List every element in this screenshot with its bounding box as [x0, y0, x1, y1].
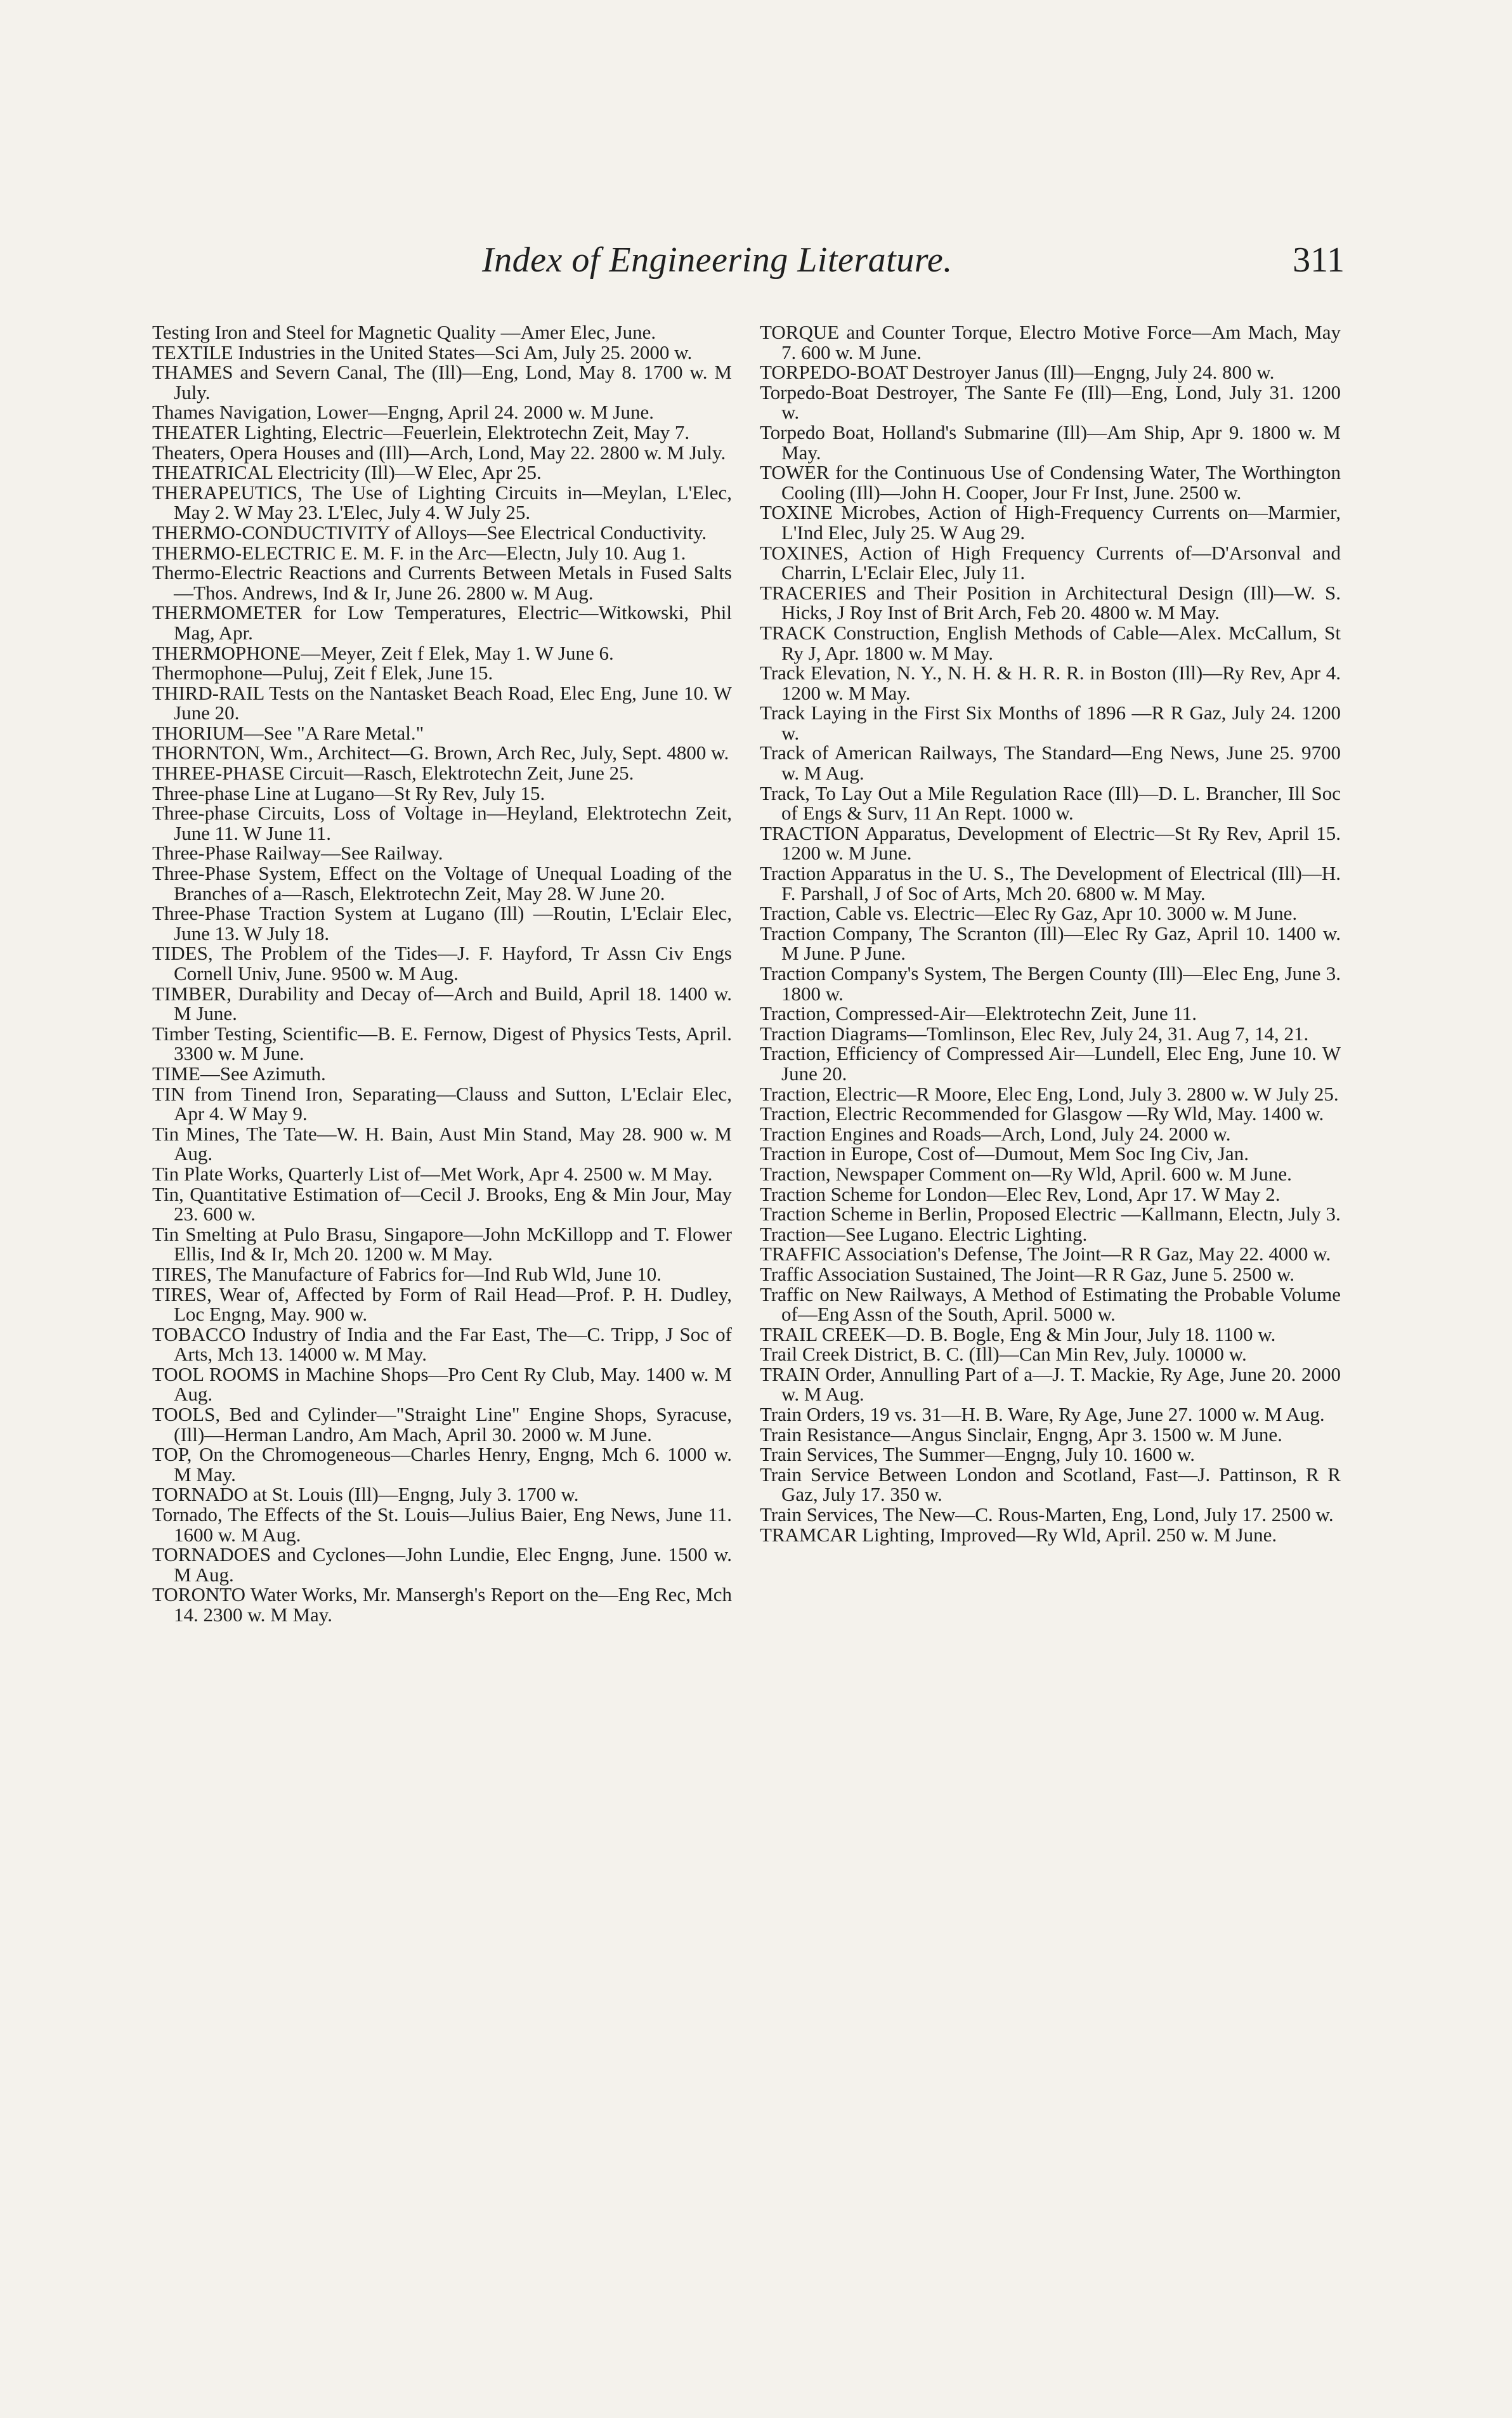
index-entry: THORIUM—See "A Rare Metal."	[152, 721, 424, 744]
index-entry: Traction, Cable vs. Electric—Elec Ry Gaz, Apr 10. 3000 w. M June.	[760, 902, 1298, 925]
index-entry: THERMOPHONE—Meyer, Zeit f Elek, May 1. W June 6.	[152, 641, 614, 664]
index-entry: Traction Engines and Roads—Arch, Lond, July 24. 2000 w.	[760, 1122, 1231, 1145]
index-entry: Traction, Electric—R Moore, Elec Eng, Lond, July 3. 2800 w. W July 25.	[760, 1082, 1339, 1105]
index-entry: THERMO-ELECTRIC E. M. F. in the Arc—Electn, July 10. Aug 1.	[152, 541, 686, 564]
index-entry: Traction Apparatus in the U. S., The Development of Electrical (Ill)—H. F. Parshall, J of Soc of Arts, Mch 20. 6800 w. M May.	[760, 862, 1341, 905]
index-entry: TRACERIES and Their Position in Architectural Design (Ill)—W. S. Hicks, J Roy Inst of Brit Arch, Feb 20. 4800 w. M May.	[760, 581, 1341, 624]
index-entry: Three-Phase System, Effect on the Voltage of Unequal Loading of the Branches of a—Rasch, Elektrotechn Zeit, May 28. W June 20.	[152, 862, 732, 905]
index-entry: TOXINES, Action of High Frequency Currents of—D'Arsonval and Charrin, L'Eclair Elec, July 11.	[760, 541, 1341, 584]
index-entry: TOOL ROOMS in Machine Shops—Pro Cent Ry Club, May. 1400 w. M Aug.	[152, 1363, 732, 1406]
page-number: 311	[1293, 240, 1345, 280]
index-entry: Traction in Europe, Cost of—Dumout, Mem Soc Ing Civ, Jan.	[760, 1142, 1249, 1165]
index-entry: Thermo-Electric Reactions and Currents Between Metals in Fused Salts—Thos. Andrews, Ind & Ir, June 26. 2800 w. M Aug.	[152, 561, 732, 604]
index-entry: Track of American Railways, The Standard—Eng News, June 25. 9700 w. M Aug.	[760, 742, 1341, 785]
index-entry: Three-Phase Traction System at Lugano (Ill) —Routin, L'Eclair Elec, June 13. W July 18.	[152, 902, 732, 944]
index-entry: TORPEDO-BOAT Destroyer Janus (Ill)—Engng, July 24. 800 w.	[760, 361, 1275, 384]
index-entry: Three-phase Line at Lugano—St Ry Rev, July 15.	[152, 781, 545, 804]
index-entry: TIME—See Azimuth.	[152, 1062, 326, 1085]
index-entry: Train Orders, 19 vs. 31—H. B. Ware, Ry Age, June 27. 1000 w. M Aug.	[760, 1403, 1325, 1426]
index-entry: TORNADOES and Cyclones—John Lundie, Elec Engng, June. 1500 w. M Aug.	[152, 1543, 732, 1586]
index-entry: Train Service Between London and Scotland, Fast—J. Pattinson, R R Gaz, July 17. 350 w.	[760, 1463, 1341, 1506]
index-entry: TRACTION Apparatus, Development of Electric—St Ry Rev, April 15. 1200 w. M June.	[760, 821, 1341, 865]
index-entry: TIN from Tinend Iron, Separating—Clauss and Sutton, L'Eclair Elec, Apr 4. W May 9.	[152, 1082, 732, 1125]
index-entry: Train Resistance—Angus Sinclair, Engng, Apr 3. 1500 w. M June.	[760, 1423, 1282, 1446]
index-entry: TORONTO Water Works, Mr. Mansergh's Report on the—Eng Rec, Mch 14. 2300 w. M May.	[152, 1583, 732, 1626]
index-entry: TEXTILE Industries in the United States—Sci Am, July 25. 2000 w.	[152, 341, 693, 363]
index-entry: THAMES and Severn Canal, The (Ill)—Eng, Lond, May 8. 1700 w. M July.	[152, 361, 732, 403]
index-entry: TRAMCAR Lighting, Improved—Ry Wld, April. 250 w. M June.	[760, 1523, 1277, 1546]
index-entry: TIRES, Wear of, Affected by Form of Rail Head—Prof. P. H. Dudley, Loc Engng, May. 900 w.	[152, 1283, 732, 1326]
index-entry: Traction Company, The Scranton (Ill)—Elec Ry Gaz, April 10. 1400 w. M June. P June.	[760, 922, 1341, 965]
index-entry: THERMOMETER for Low Temperatures, Electric—Witkowski, Phil Mag, Apr.	[152, 601, 732, 644]
index-entry: THEATRICAL Electricity (Ill)—W Elec, Apr 25.	[152, 461, 542, 484]
index-entry: Traction, Newspaper Comment on—Ry Wld, April. 600 w. M June.	[760, 1162, 1292, 1185]
index-entry: Traction—See Lugano. Electric Lighting.	[760, 1222, 1088, 1245]
index-entry: Track, To Lay Out a Mile Regulation Race (Ill)—D. L. Brancher, Ill Soc of Engs & Surv, 11 An Rept. 1000 w.	[760, 781, 1341, 825]
index-entry: TIDES, The Problem of the Tides—J. F. Hayford, Tr Assn Civ Engs Cornell Univ, June. 9500 w. M Aug.	[152, 942, 732, 984]
index-entry: Tin, Quantitative Estimation of—Cecil J. Brooks, Eng & Min Jour, May 23. 600 w.	[152, 1182, 732, 1225]
index-entry: TIRES, The Manufacture of Fabrics for—Ind Rub Wld, June 10.	[152, 1262, 662, 1285]
index-entry: THORNTON, Wm., Architect—G. Brown, Arch Rec, July, Sept. 4800 w.	[152, 742, 729, 764]
index-entry: THERMO-CONDUCTIVITY of Alloys—See Electrical Conductivity.	[152, 521, 707, 544]
index-entry: Traction Scheme for London—Elec Rev, Lond, Apr 17. W May 2.	[760, 1182, 1281, 1205]
index-column-left	[152, 322, 732, 1625]
index-entry: Three-Phase Railway—See Railway.	[152, 842, 443, 865]
index-entry: TIMBER, Durability and Decay of—Arch and Build, April 18. 1400 w. M June.	[152, 982, 732, 1025]
index-entry: Traction, Electric Recommended for Glasgow —Ry Wld, May. 1400 w.	[760, 1102, 1324, 1125]
index-entry: Tin Smelting at Pulo Brasu, Singapore—John McKillopp and T. Flower Ellis, Ind & Ir, Mch 20. 1200 w. M May.	[152, 1222, 732, 1265]
index-entry: TOWER for the Continuous Use of Condensing Water, The Worthington Cooling (Ill)—John H. Cooper, Jour Fr Inst, June. 2500 w.	[760, 461, 1341, 504]
index-entry: Train Services, The New—C. Rous-Marten, Eng, Lond, July 17. 2500 w.	[760, 1503, 1334, 1526]
index-entry: TRAIN Order, Annulling Part of a—J. T. Mackie, Ry Age, June 20. 2000 w. M Aug.	[760, 1363, 1341, 1406]
index-entry: Timber Testing, Scientific—B. E. Fernow, Digest of Physics Tests, April. 3300 w. M June.	[152, 1022, 732, 1065]
index-entry: Traffic on New Railways, A Method of Estimating the Probable Volume of—Eng Assn of the South, April. 5000 w.	[760, 1283, 1341, 1326]
page-header	[482, 240, 1345, 291]
index-entry: THREE-PHASE Circuit—Rasch, Elektrotechn Zeit, June 25.	[152, 762, 634, 785]
index-entry: Track Elevation, N. Y., N. H. & H. R. R. in Boston (Ill)—Ry Rev, Apr 4. 1200 w. M May.	[760, 662, 1341, 704]
index-entry: Theaters, Opera Houses and (Ill)—Arch, Lond, May 22. 2800 w. M July.	[152, 441, 726, 464]
index-entry: Traction, Compressed-Air—Elektrotechn Zeit, June 11.	[760, 1002, 1197, 1025]
index-entry: THERAPEUTICS, The Use of Lighting Circuits in—Meylan, L'Elec, May 2. W May 23. L'Elec, July 4. W July 25.	[152, 481, 732, 524]
index-entry: Torpedo Boat, Holland's Submarine (Ill)—Am Ship, Apr 9. 1800 w. M May.	[760, 421, 1341, 464]
index-entry: TOXINE Microbes, Action of High-Frequency Currents on—Marmier, L'Ind Elec, July 25. W Aug 29.	[760, 501, 1341, 544]
index-column-right	[760, 322, 1341, 1545]
index-entry: TRACK Construction, English Methods of Cable—Alex. McCallum, St Ry J, Apr. 1800 w. M May.	[760, 621, 1341, 664]
index-entry: Testing Iron and Steel for Magnetic Quality —Amer Elec, June.	[152, 321, 656, 343]
index-entry: THEATER Lighting, Electric—Feuerlein, Elektrotechn Zeit, May 7.	[152, 421, 690, 443]
index-entry: Traffic Association Sustained, The Joint—R R Gaz, June 5. 2500 w.	[760, 1262, 1294, 1285]
index-entry: TORNADO at St. Louis (Ill)—Engng, July 3. 1700 w.	[152, 1483, 579, 1506]
index-entry: TOOLS, Bed and Cylinder—"Straight Line" Engine Shops, Syracuse, (Ill)—Herman Landro, Am Mach, April 30. 2000 w. M June.	[152, 1403, 732, 1446]
index-entry: TOBACCO Industry of India and the Far East, The—C. Tripp, J Soc of Arts, Mch 13. 14000 w. M May.	[152, 1323, 732, 1366]
index-entry: Torpedo-Boat Destroyer, The Sante Fe (Ill)—Eng, Lond, July 31. 1200 w.	[760, 381, 1341, 424]
index-entry: Thames Navigation, Lower—Engng, April 24. 2000 w. M June.	[152, 401, 654, 424]
index-entry: Train Services, The Summer—Engng, July 10. 1600 w.	[760, 1443, 1195, 1466]
page-title: Index of Engineering Literature.	[482, 240, 953, 280]
index-entry: Thermophone—Puluj, Zeit f Elek, June 15.	[152, 662, 493, 684]
index-entry: TRAIL CREEK—D. B. Bogle, Eng & Min Jour, July 18. 1100 w.	[760, 1323, 1276, 1345]
index-entry: THIRD-RAIL Tests on the Nantasket Beach Road, Elec Eng, June 10. W June 20.	[152, 681, 732, 724]
index-entry: Track Laying in the First Six Months of 1896 —R R Gaz, July 24. 1200 w.	[760, 702, 1341, 744]
index-entry: Traction Scheme in Berlin, Proposed Electric —Kallmann, Electn, July 3.	[760, 1203, 1341, 1225]
index-entry: Three-phase Circuits, Loss of Voltage in—Heyland, Elektrotechn Zeit, June 11. W June 11.	[152, 802, 732, 844]
index-entry: Tornado, The Effects of the St. Louis—Julius Baier, Eng News, June 11. 1600 w. M Aug.	[152, 1503, 732, 1546]
index-entry: Tin Plate Works, Quarterly List of—Met Work, Apr 4. 2500 w. M May.	[152, 1162, 713, 1185]
index-entry: Tin Mines, The Tate—W. H. Bain, Aust Min Stand, May 28. 900 w. M Aug.	[152, 1122, 732, 1165]
index-entry: Traction Diagrams—Tomlinson, Elec Rev, July 24, 31. Aug 7, 14, 21.	[760, 1022, 1309, 1045]
index-entry: Trail Creek District, B. C. (Ill)—Can Min Rev, July. 10000 w.	[760, 1343, 1247, 1366]
index-entry: Traction, Efficiency of Compressed Air—Lundell, Elec Eng, June 10. W June 20.	[760, 1042, 1341, 1085]
index-entry: TRAFFIC Association's Defense, The Joint—R R Gaz, May 22. 4000 w.	[760, 1243, 1331, 1265]
index-entry: TOP, On the Chromogeneous—Charles Henry, Engng, Mch 6. 1000 w. M May.	[152, 1443, 732, 1486]
index-entry: TORQUE and Counter Torque, Electro Motive Force—Am Mach, May 7. 600 w. M June.	[760, 321, 1341, 363]
index-entry: Traction Company's System, The Bergen County (Ill)—Elec Eng, June 3. 1800 w.	[760, 962, 1341, 1005]
